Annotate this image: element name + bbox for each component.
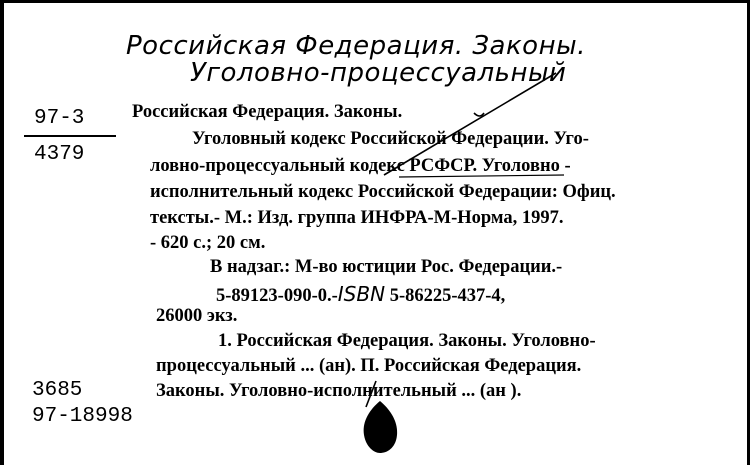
bottom-code-1: 3685 bbox=[32, 379, 83, 402]
record-tracing-line-2: процессуальный ... (ан). П. Российская Федерация. bbox=[156, 356, 582, 376]
punch-hole bbox=[360, 401, 400, 453]
record-imprint-line: тексты.- М.: Изд. группа ИНФРА-М-Норма, 1997. bbox=[150, 208, 564, 228]
record-isbn-line bbox=[216, 282, 505, 307]
call-number-top: 97-3 bbox=[34, 107, 85, 130]
pen-hook bbox=[474, 113, 484, 116]
record-tracing-line-3: Законы. Уголовно-исполнительный ... (ан ). bbox=[156, 381, 522, 401]
record-title-line-2: ловно-процессуальный кодекс РСФСР. Уголовно - bbox=[150, 156, 571, 176]
record-print-run: 26000 экз. bbox=[156, 306, 238, 326]
handwritten-subheading: Уголовно-процессуальный bbox=[190, 58, 567, 88]
record-tracing-line-1: 1. Российская Федерация. Законы. Уголовно- bbox=[218, 331, 596, 351]
record-note-line: В надзаг.: М-во юстиции Рос. Федерации.- bbox=[210, 257, 563, 277]
isbn-second: 5-86225-437-4, bbox=[389, 286, 506, 306]
isbn-first: 5-89123-090-0.- bbox=[216, 286, 338, 306]
call-number-bottom: 4379 bbox=[34, 143, 85, 166]
record-collation-line: - 620 с.; 20 см. bbox=[150, 233, 266, 253]
record-heading: Российская Федерация. Законы. bbox=[132, 102, 403, 122]
record-title-line-3: исполнительный кодекс Российской Федерации: Офиц. bbox=[150, 182, 616, 202]
record-title-line-1: Уголовный кодекс Российской Федерации. Уго- bbox=[192, 129, 589, 149]
call-number-divider bbox=[24, 135, 116, 137]
isbn-label: ISBN bbox=[337, 282, 386, 306]
bottom-code-2: 97-18998 bbox=[32, 405, 133, 428]
handwritten-heading: Российская Федерация. Законы. bbox=[126, 31, 586, 61]
